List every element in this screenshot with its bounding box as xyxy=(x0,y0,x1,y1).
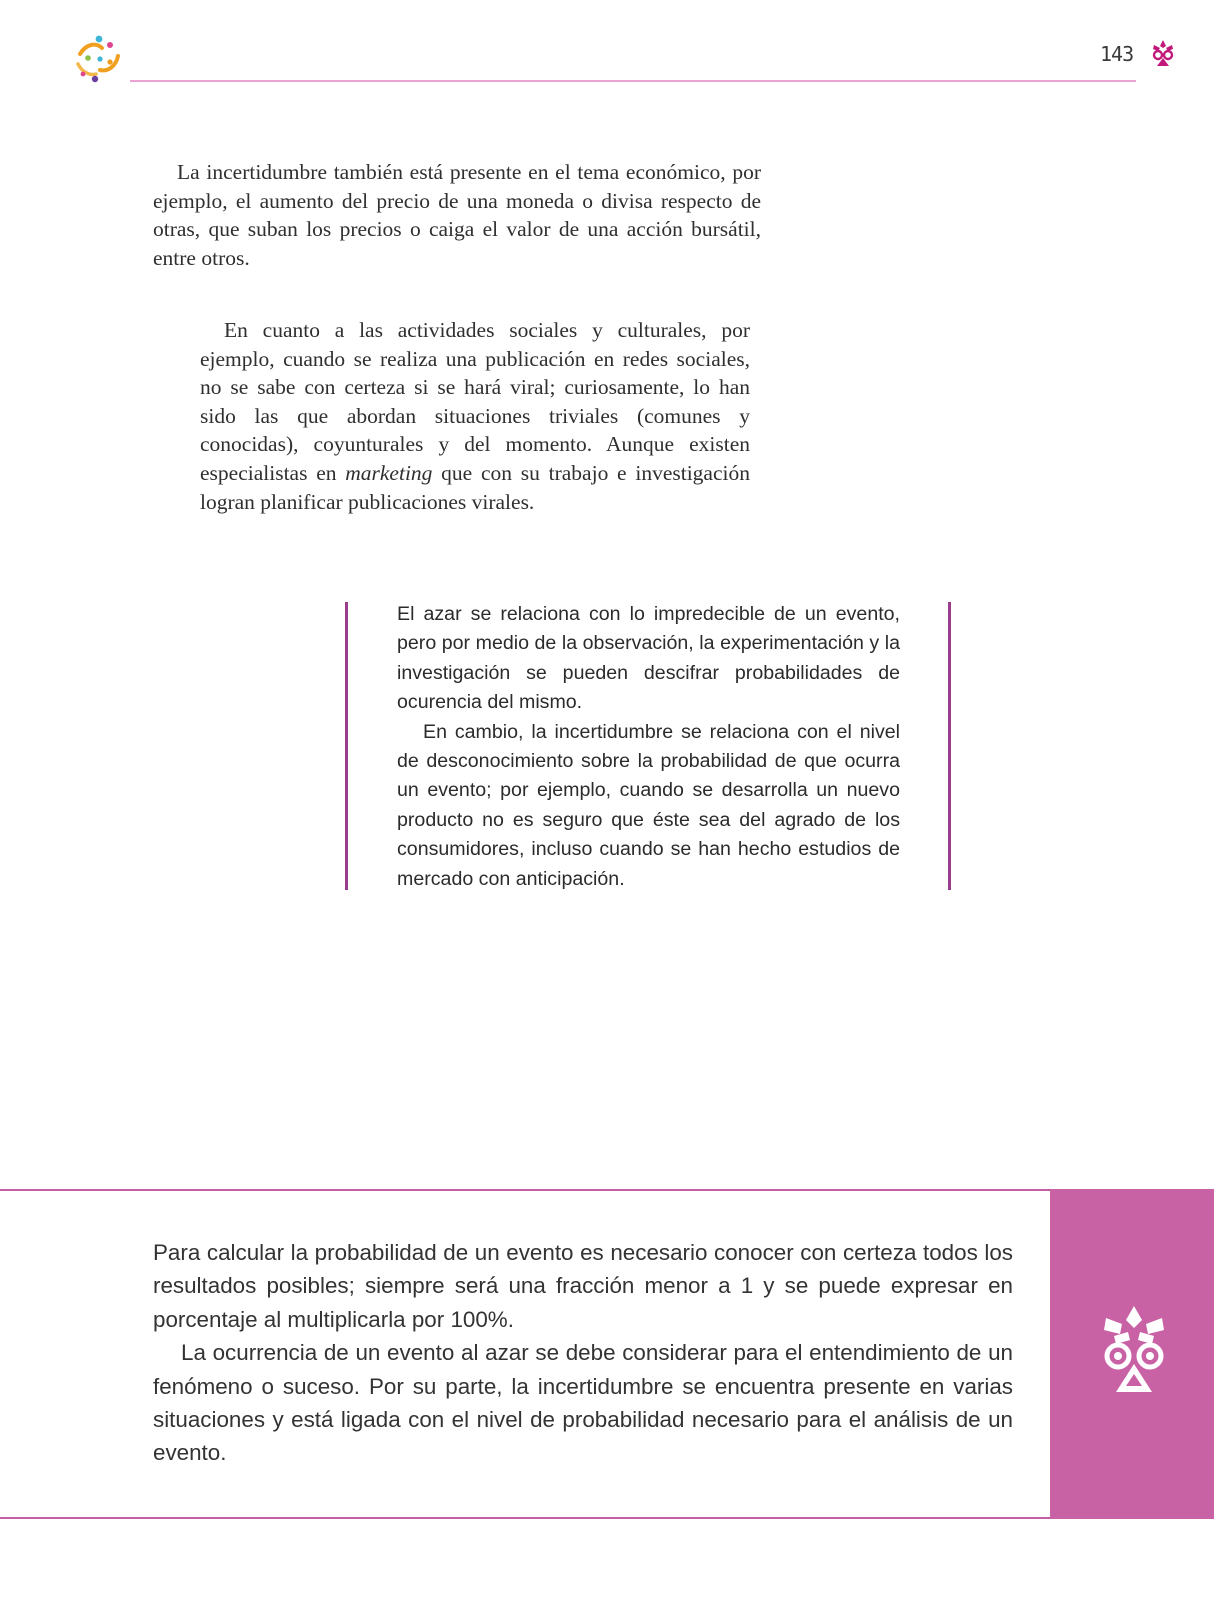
callout-left-bar xyxy=(345,602,348,890)
header-rule xyxy=(130,80,1136,82)
floral-ornament-icon xyxy=(1150,38,1176,68)
summary-top-rule xyxy=(0,1189,1050,1191)
body-paragraph-social xyxy=(200,316,750,516)
italic-term-marketing: marketing xyxy=(345,460,433,485)
body-paragraph-economy: La incertidumbre también está presente en el tema económico, por ejemplo, el aumento del precio de una moneda o divisa respecto de otras, que suban los precios o caiga el valor de una acción bursátil, entre otros. xyxy=(153,160,761,270)
summary-bottom-rule xyxy=(0,1517,1050,1519)
callout-box xyxy=(397,600,900,894)
page-number: 143 xyxy=(1100,42,1134,66)
callout-paragraph-azar: El azar se relaciona con lo impredecible de un evento, pero por medio de la observación, la experimentación y la investigación se pueden descifrar probabilidades de ocurencia del mismo. xyxy=(397,603,900,714)
callout-right-bar xyxy=(948,602,951,890)
summary-text xyxy=(153,1236,1013,1470)
summary-paragraph-probability: Para calcular la probabilidad de un evento es necesario conocer con certeza todos los resultados posibles; siempre será una fracción menor a 1 y se puede expresar en porcentaje al multiplicarla por 100%. xyxy=(153,1240,1013,1332)
paragraph-text: que con su trabajo e investigación logran planificar publicaciones virales. xyxy=(200,460,750,514)
summary-paragraph-uncertainty: La ocurrencia de un evento al azar se debe considerar para el entendimiento de un fenómeno o suceso. Por su parte, la incertidumbre se encuentra presente en varias situaciones y está ligada con el nivel de probabilidad necesario para el análisis de un evento. xyxy=(153,1340,1013,1466)
dotted-figure-logo-icon xyxy=(72,32,126,86)
paragraph-text: En cuanto a las actividades sociales y culturales, por ejemplo, cuando se realiza una publicación en redes sociales, no se sabe con certeza si se hará viral; curiosamente, lo han sido las que abordan situaciones triviales (comunes y conocidas), coyunturales y del momento. Aunque existen especialistas en xyxy=(200,318,750,485)
callout-paragraph-incertidumbre: En cambio, la incertidumbre se relaciona con el nivel de desconocimiento sobre la probabilidad de que ocurra un evento; por ejemplo, cuando se desarrolla un nuevo producto no es seguro que éste sea del agrado de los consumidores, incluso cuando se han hecho estudios de mercado con anticipación. xyxy=(397,720,900,890)
floral-ornament-icon xyxy=(1100,1306,1168,1394)
